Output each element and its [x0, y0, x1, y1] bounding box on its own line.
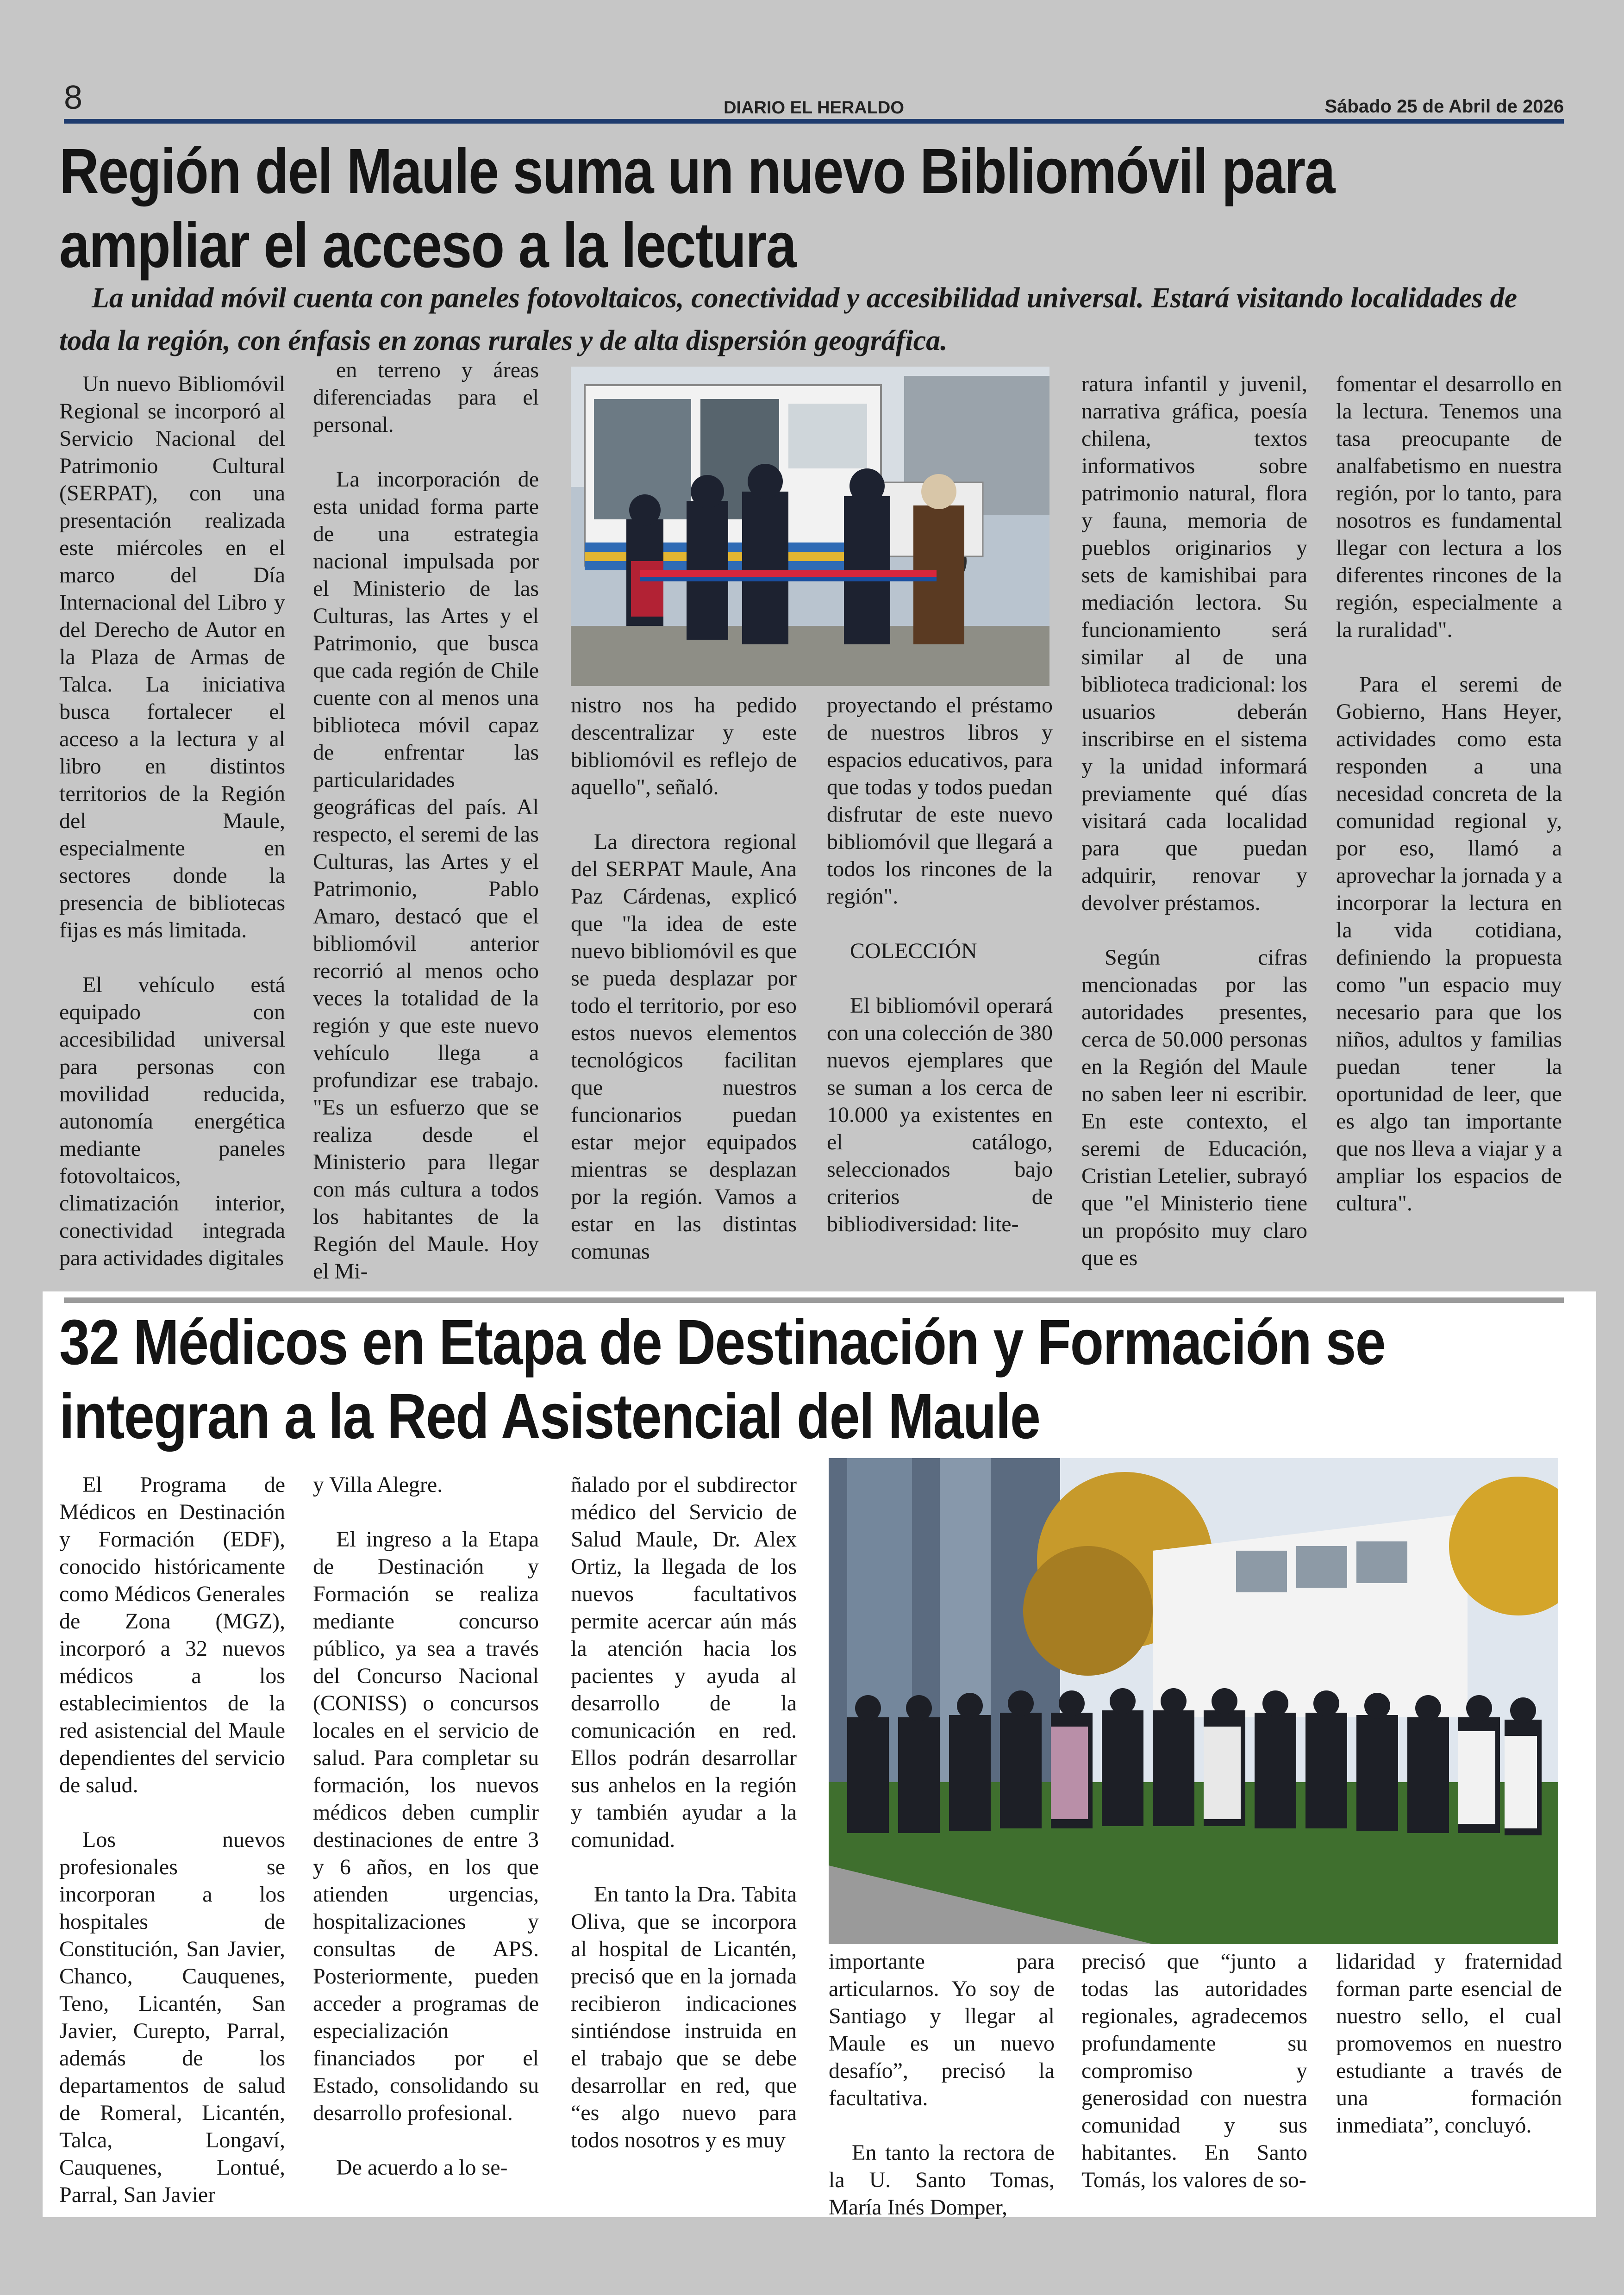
paragraph: nistro nos ha pedido descentralizar y este bibliomóvil es reflejo de aquello", señaló.	[571, 693, 797, 799]
page-margin-right	[1596, 1291, 1624, 2295]
paragraph: fomentar el desarrollo en la lectura. Tenemos una tasa preocupante de analfabetismo en nuestra región, por lo tanto, para nosotros es fundamental llegar con lectura a los diferentes rincones de la región, especialmente a la ruralidad".	[1336, 372, 1562, 642]
paragraph: El Programa de Médicos en Destinación y Formación (EDF), conocido históricamente como Médicos Generales de Zona (MGZ), incorporó a 32 nuevos médicos a los establecimientos de la red asistencial del Maule dependientes del servicio de salud.	[59, 1472, 285, 1797]
paragraph: El ingreso a la Etapa de Destinación y Formación se realiza mediante concurso público, ya sea a través del Concurso Nacional (CONISS) o concursos locales en el servicio de salud. Para completar su formación, los nuevos médicos deben cumplir destinaciones de entre 3 y 6 años, en los que atienden urgencias, hospitalizaciones y consultas de APS. Posteriormente, pueden acceder a programas de especialización financiados por el Estado, consolidando su desarrollo profesional.	[313, 1527, 539, 2125]
article1-column-5	[1081, 370, 1307, 1272]
newspaper-name: DIARIO EL HERALDO	[724, 98, 904, 118]
article1-headline	[59, 134, 1335, 282]
page-margin-bottom	[0, 2217, 1624, 2295]
article2-column-3	[571, 1471, 797, 2154]
paragraph: ratura infantil y juvenil, narrativa gráfica, poesía chilena, textos informativos sobre patrimonio natural, flora y fauna, memoria de pueblos originarios y sets de kamishibai para mediación lectora. Su funcionamiento será similar al de una biblioteca tradicional: los usuarios deberán inscribirse en el sistema y la unidad informará previamente qué días visitará cada localidad para que puedan adquirir, renovar y devolver préstamos.	[1081, 372, 1307, 915]
paragraph: En tanto la Dra. Tabita Oliva, que se incorpora al hospital de Licantén, precisó que en la jornada recibieron indicaciones sintiéndose instruida en el trabajo que se debe desarrollar en red, que “es algo nuevo para todos nosotros y es muy	[571, 1882, 797, 2152]
paragraph: proyectando el préstamo de nuestros libros y espacios educativos, para que todas y todos puedan disfrutar de este nuevo bibliomóvil que llegará a todos los rincones de la región".	[827, 693, 1053, 909]
paragraph: La incorporación de esta unidad forma parte de una estrategia nacional impulsada por el Ministerio de las Culturas, las Artes y el Patrimonio, que busca que cada región de Chile cuente con al menos una biblioteca móvil capaz de enfrentar las particularidades geográficas del país. Al respecto, el seremi de las Culturas, las Artes y el Patrimonio, Pablo Amaro, destacó que el bibliomóvil anterior recorrió al menos ocho veces la totalidad de la región y que este nuevo vehículo llega a profundizar ese trabajo. "Es un esfuerzo que se realiza desde el Ministerio para llegar con más cultura a todos los habitantes de la Región del Maule. Hoy el Mi-	[313, 467, 539, 1284]
paragraph: Según cifras mencionadas por las autoridades presentes, cerca de 50.000 personas en la Región del Maule no saben leer ni escribir. En este contexto, el seremi de Educación, Cristian Letelier, subrayó que "el Ministerio tiene un propósito muy claro que es	[1081, 945, 1307, 1270]
article2-column-6	[1336, 1948, 1562, 2139]
page-number: 8	[64, 79, 83, 116]
article1-column-4	[827, 692, 1053, 1238]
paragraph: En tanto la rectora de la U. Santo Tomas, María Inés Domper,	[829, 2140, 1055, 2220]
article2-column-1	[59, 1471, 285, 2208]
article1-column-2	[313, 356, 539, 1285]
article2-headline	[59, 1305, 1385, 1453]
issue-date: Sábado 25 de Abril de 2026	[1324, 96, 1564, 117]
paragraph: precisó que “junto a todas las autoridades regionales, agradecemos profundamente su compromiso y generosidad con nuestra comunidad y sus habitantes. En Santo Tomás, los valores de so-	[1081, 1949, 1307, 2192]
paragraph: La directora regional del SERPAT Maule, Ana Paz Cárdenas, explicó que "la idea de este nuevo bibliomóvil es que se pueda desplazar por todo el territorio, por eso estos nuevos elementos tecnológicos facilitan que nuestros funcionarios puedan estar mejor equipados mientras se desplazan por la región. Vamos a estar en las distintas comunas	[571, 829, 797, 1264]
paragraph: importante para articularnos. Yo soy de Santiago y llegar al Maule es un nuevo desafío”, precisó la facultativa.	[829, 1949, 1055, 2110]
article1-headline-line1: Región del Maule suma un nuevo Bibliomóvil para	[59, 136, 1335, 207]
page-margin-left	[0, 1291, 43, 2295]
article2-column-5	[1081, 1948, 1307, 2194]
bibliomovil-photo	[571, 367, 1049, 686]
article1-column-6	[1336, 370, 1562, 1217]
paragraph: y Villa Alegre.	[313, 1472, 443, 1497]
paragraph: El vehículo está equipado con accesibilidad universal para personas con movilidad reducida, autonomía energética mediante paneles fotovoltaicos, climatización interior, conectividad integrada para actividades digitales	[59, 973, 285, 1270]
paragraph: Para el seremi de Gobierno, Hans Heyer, actividades como esta responden a una necesidad concreta de la comunidad regional y, por eso, llamó a aprovechar la jornada y a incorporar la lectura en la vida cotidiana, definiendo la propuesta como "un espacio muy necesario para que los niños, adultos y familias puedan tener la oportunidad de leer, que es algo tan importante que nos lleva a viajar y a ampliar los espacios de cultura".	[1336, 672, 1562, 1216]
paragraph: lidaridad y fraternidad forman parte esencial de nuestro sello, el cual promovemos en nuestro estudiante a través de una formación inmediata”, concluyó.	[1336, 1949, 1562, 2138]
article2-column-2	[313, 1471, 539, 2181]
article1-deck: La unidad móvil cuenta con paneles fotovoltaicos, conectividad y accesibilidad universal. Estará visitando localidades de toda la región, con énfasis en zonas rurales y de alta dispersión geográfica.	[59, 282, 1518, 356]
article1-column-1	[59, 370, 285, 1272]
page-header	[64, 79, 1564, 120]
article2-headline-line2: integran a la Red Asistencial del Maule	[59, 1381, 1040, 1452]
header-rule	[64, 119, 1564, 124]
paragraph: Los nuevos profesionales se incorporan a los hospitales de Constitución, San Javier, Chanco, Cauquenes, Teno, Licantén, San Javier, Curepto, Parral, además de los departamentos de salud de Romeral, Licantén, Talca, Longaví, Cauquenes, Lontué, Parral, San Javier	[59, 1827, 285, 2207]
paragraph: De acuerdo a lo se-	[336, 2155, 508, 2180]
paragraph: El bibliomóvil operará con una colección de 380 nuevos ejemplares que se suman a los cerca de 10.000 ya existentes en el catálogo, seleccionados bajo criterios de bibliodiversidad: lite-	[827, 993, 1053, 1236]
medicos-group-photo	[829, 1458, 1558, 1944]
article1-column-3	[571, 692, 797, 1265]
paragraph: Un nuevo Bibliomóvil Regional se incorporó al Servicio Nacional del Patrimonio Cultural (SERPAT), con una presentación realizada este miércoles en el marco del Día Internacional del Libro y del Derecho de Autor en la Plaza de Armas de Talca. La iniciativa busca fortalecer el acceso a la lectura y al libro en distintos territorios de la Región del Maule, especialmente en sectores donde la presencia de bibliotecas fijas es más limitada.	[59, 372, 285, 942]
paragraph: en terreno y áreas diferenciadas para el personal.	[313, 358, 539, 437]
article1-headline-line2: ampliar el acceso a la lectura	[59, 210, 796, 281]
section-subhead: COLECCIÓN	[850, 939, 977, 963]
article2-headline-line1: 32 Médicos en Etapa de Destinación y Formación se	[59, 1307, 1385, 1378]
article2-column-4	[829, 1948, 1055, 2221]
paragraph: ñalado por el subdirector médico del Servicio de Salud Maule, Dr. Alex Ortiz, la llegada de los nuevos facultativos permite acercar aún más la atención hacia los pacientes y ayuda al desarrollo de la comunicación en red. Ellos podrán desarrollar sus anhelos en la región y también ayudar a la comunidad.	[571, 1472, 797, 1852]
section-divider	[64, 1297, 1564, 1303]
